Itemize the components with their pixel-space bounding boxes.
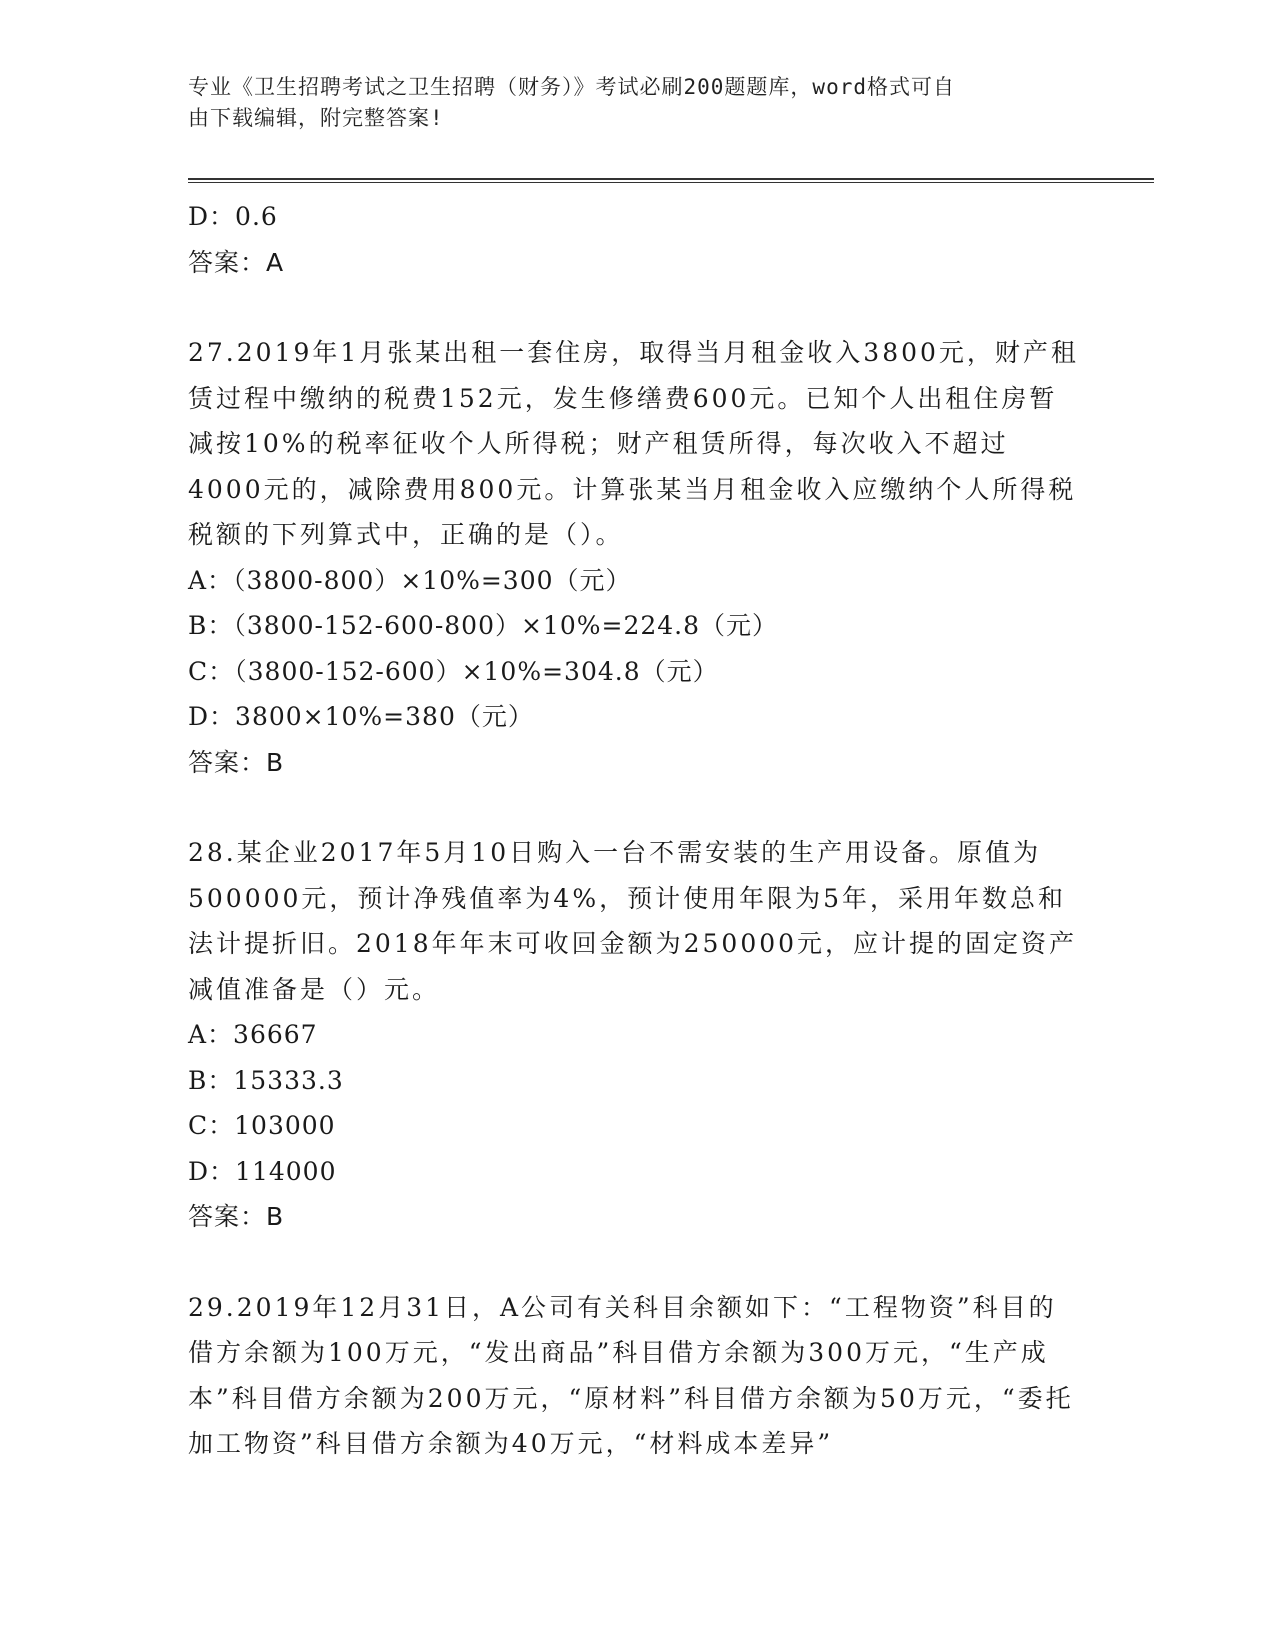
answer: 答案：B [188,747,285,777]
option-b: B：（3800-152-600-800）×10%=224.8（元） [188,611,779,640]
option-c: C：103000 [188,1111,336,1140]
question-29 [188,1285,1088,1467]
prev-option-d: D：0.6 [188,202,278,231]
question-stem: 29.2019年12月31日，A公司有关科目余额如下：“工程物资”科目的借方余额为100万元，“发出商品”科目借方余额为300万元，“生产成本”科目借方余额为200万元，“原材料”科目借方余额为50万元，“委托加工物资”科目借方余额为40万元，“材料成本差异” [188,1292,1074,1458]
question-28 [188,830,1088,1240]
document-header [188,72,1088,134]
answer: 答案：B [188,1202,285,1231]
option-d: D：3800×10%=380（元） [188,702,534,731]
option-c: C：（3800-152-600）×10%=304.8（元） [188,656,719,686]
question-stem: 28.某企业2017年5月10日购入一台不需安装的生产用设备。原值为500000元，预计净残值率为4%，预计使用年限为5年，采用年数总和法计提折旧。2018年年末可收回金额为250000元，应计提的固定资产减值准备是（）元。 [188,838,1078,1004]
option-b: B：15333.3 [188,1065,344,1095]
header-title-line-2: 由下载编辑，附完整答案! [188,106,444,130]
header-rule-thick [188,178,1154,180]
question-27 [188,330,1088,785]
prev-answer: 答案：A [188,247,285,277]
question-stem: 27.2019年1月张某出租一套住房，取得当月租金收入3800元，财产租赁过程中缴纳的税费152元，发生修缮费600元。已知个人出租住房暂减按10%的税率征收个人所得税；财产租赁所得，每次收入不超过4000元的，减除费用800元。计算张某当月租金收入应缴纳个人所得税税额的下列算式中，正确的是（）。 [188,338,1079,549]
option-a: A：（3800-800）×10%=300（元） [188,565,632,595]
header-rule-thin [188,182,1154,183]
header-title-line-1: 专业《卫生招聘考试之卫生招聘（财务）》考试必刷200题题库，word格式可自 [188,75,955,99]
document-body [188,194,1088,1467]
option-d: D：114000 [188,1156,337,1186]
option-a: A：36667 [188,1020,318,1049]
